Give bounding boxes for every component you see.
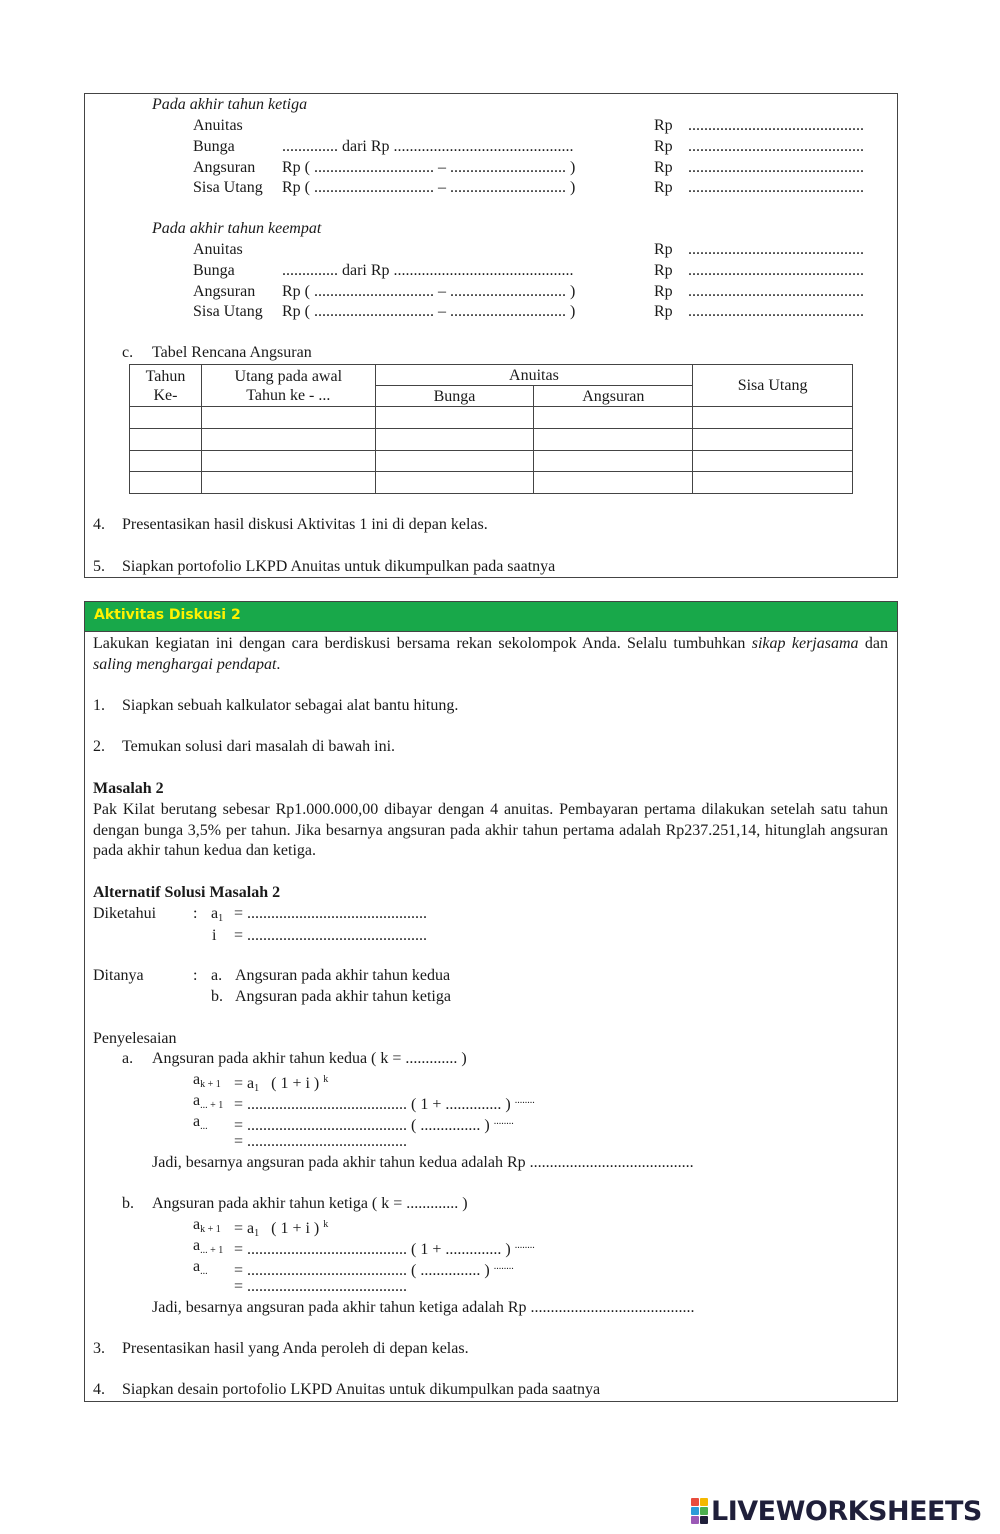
logo-square bbox=[691, 1516, 699, 1524]
year4-angsuran-blank[interactable]: ............................................ bbox=[688, 283, 864, 300]
year4-anuitas-blank[interactable]: ............................................ bbox=[688, 241, 864, 258]
logo-square bbox=[691, 1507, 699, 1515]
rp-label: Rp bbox=[654, 117, 673, 134]
installment-plan-table bbox=[129, 364, 853, 494]
year4-bunga-blank[interactable]: ............................................ bbox=[688, 262, 864, 279]
table-cell[interactable] bbox=[534, 407, 693, 429]
step2-text: Temukan solusi dari masalah di bawah ini. bbox=[122, 738, 396, 755]
table-cell[interactable] bbox=[375, 407, 534, 429]
diketahui-label: Diketahui bbox=[93, 905, 157, 922]
year3-bunga-blank[interactable]: ............................................ bbox=[688, 138, 864, 155]
colon: : bbox=[193, 967, 198, 984]
sol-b-conclusion[interactable]: Jadi, besarnya angsuran pada akhir tahun ketiga adalah Rp ......................................... bbox=[152, 1299, 695, 1316]
col-header-tahun-line1: Tahun bbox=[145, 367, 186, 385]
equals-a: = a bbox=[234, 1075, 255, 1092]
ditanya-label: Ditanya bbox=[93, 967, 144, 984]
year3-angsuran-blank[interactable]: ............................................ bbox=[688, 159, 864, 176]
col-header-bunga: Bunga bbox=[375, 386, 534, 407]
year3-title: Pada akhir tahun ketiga bbox=[152, 96, 308, 113]
year4-title: Pada akhir tahun keempat bbox=[152, 220, 322, 237]
step2-number: 2. bbox=[93, 738, 105, 755]
col-header-angsuran: Angsuran bbox=[534, 386, 693, 407]
formula-step4-rhs[interactable]: = ........................................ bbox=[234, 1278, 408, 1295]
col-header-utang bbox=[201, 365, 375, 407]
year3-sisa-label: Sisa Utang bbox=[193, 179, 263, 196]
table-cell[interactable] bbox=[693, 429, 853, 451]
subscript[interactable]: ... bbox=[200, 1121, 208, 1132]
year3-angsuran-formula[interactable]: Rp ( .............................. – ............................. ) bbox=[282, 159, 576, 176]
subscript: 1 bbox=[254, 1083, 260, 1094]
year4-sisa-blank[interactable]: ............................................ bbox=[688, 303, 864, 320]
table-row bbox=[130, 472, 853, 494]
alt-solution-title: Alternatif Solusi Masalah 2 bbox=[93, 884, 281, 901]
equals-a: = a bbox=[234, 1220, 255, 1237]
table-cell[interactable] bbox=[534, 472, 693, 494]
step1-text: Siapkan sebuah kalkulator sebagai alat bantu hitung. bbox=[122, 697, 459, 714]
logo-square bbox=[700, 1516, 708, 1524]
subscript: k + 1 bbox=[200, 1079, 221, 1090]
formula-blank[interactable]: = ........................................ ( 1 + .............. ) bbox=[234, 1241, 511, 1258]
rp-label: Rp bbox=[654, 241, 673, 258]
rp-label: Rp bbox=[654, 138, 673, 155]
step4-text: Presentasikan hasil diskusi Aktivitas 1 ini di depan kelas. bbox=[122, 516, 488, 533]
masalah-text: Pak Kilat berutang sebesar Rp1.000.000,00 dibayar dengan 4 anuitas. Pembayaran pertama dilakukan setelah satu tahun dengan bunga 3,5% per tahun. Jika besarnya angsuran pada akhir tahun pertama adalah Rp237.251,14, hitunglah angsuran pada akhir tahun kedua dan ketiga. bbox=[93, 801, 888, 859]
step5-number: 5. bbox=[93, 558, 105, 575]
liveworksheets-logo[interactable] bbox=[691, 1496, 982, 1526]
subscript: k + 1 bbox=[200, 1224, 221, 1235]
table-cell[interactable] bbox=[201, 451, 375, 472]
masalah-title: Masalah 2 bbox=[93, 780, 164, 797]
rp-label: Rp bbox=[654, 159, 673, 176]
table-cell[interactable] bbox=[130, 407, 202, 429]
year3-bunga-label: Bunga bbox=[193, 138, 235, 155]
table-cell[interactable] bbox=[201, 472, 375, 494]
table-cell[interactable] bbox=[130, 451, 202, 472]
activity2-header bbox=[84, 601, 898, 632]
superscript: k bbox=[323, 1074, 329, 1085]
logo-square bbox=[700, 1498, 708, 1506]
year3-angsuran-label: Angsuran bbox=[193, 159, 256, 176]
col-header-anuitas: Anuitas bbox=[375, 365, 693, 386]
sol-b-title[interactable]: Angsuran pada akhir tahun ketiga ( k = ............. ) bbox=[152, 1195, 468, 1212]
rp-label: Rp bbox=[654, 179, 673, 196]
step3-text: Presentasikan hasil yang Anda peroleh di depan kelas. bbox=[122, 1340, 469, 1357]
table-cell[interactable] bbox=[693, 451, 853, 472]
year3-bunga-formula[interactable]: .............. dari Rp ............................................. bbox=[282, 138, 574, 155]
rp-label: Rp bbox=[654, 303, 673, 320]
table-cell[interactable] bbox=[375, 472, 534, 494]
step5-text: Siapkan portofolio LKPD Anuitas untuk dikumpulkan pada saatnya bbox=[122, 558, 556, 575]
year4-angsuran-label: Angsuran bbox=[193, 283, 256, 300]
col-header-sisa: Sisa Utang bbox=[693, 365, 853, 407]
colon: : bbox=[193, 905, 198, 922]
subscript: 1 bbox=[254, 1228, 260, 1239]
year3-anuitas-blank[interactable]: ............................................ bbox=[688, 117, 864, 134]
year4-bunga-label: Bunga bbox=[193, 262, 235, 279]
activity2-header-title: Aktivitas Diskusi 2 bbox=[94, 607, 241, 623]
growth-factor: ( 1 + i ) bbox=[271, 1220, 320, 1237]
year4-angsuran-formula[interactable]: Rp ( .............................. – ............................. ) bbox=[282, 283, 576, 300]
a-symbol: a bbox=[193, 1258, 201, 1275]
year4-sisa-formula[interactable]: Rp ( .............................. – ............................. ) bbox=[282, 303, 576, 320]
year4-bunga-formula[interactable]: .............. dari Rp ............................................. bbox=[282, 262, 574, 279]
year3-sisa-formula[interactable]: Rp ( .............................. – ............................. ) bbox=[282, 179, 576, 196]
col-header-utang-line2: Tahun ke - ... bbox=[246, 386, 331, 404]
intro-text: Lakukan kegiatan ini dengan cara berdiskusi bersama rekan sekolompok Anda. Selalu tumbuhkan bbox=[93, 635, 752, 652]
year4-anuitas-label: Anuitas bbox=[193, 241, 243, 258]
table-row bbox=[130, 407, 853, 429]
formula-step3-lhs bbox=[193, 1112, 208, 1137]
sol-b-number: b. bbox=[122, 1195, 134, 1212]
table-row bbox=[130, 451, 853, 472]
table-cell[interactable] bbox=[201, 429, 375, 451]
ditanya-b-text: Angsuran pada akhir tahun ketiga bbox=[235, 988, 451, 1005]
table-item-letter: c. bbox=[122, 344, 134, 361]
rp-label: Rp bbox=[654, 283, 673, 300]
table-row bbox=[130, 429, 853, 451]
table-cell[interactable] bbox=[693, 407, 853, 429]
a-symbol: a bbox=[193, 1216, 201, 1233]
liveworksheets-logo-text: LIVEWORKSHEETS bbox=[711, 1495, 982, 1527]
col-header-tahun-line2: Ke- bbox=[153, 386, 178, 404]
step3-number: 3. bbox=[93, 1340, 105, 1357]
superscript[interactable]: ........ bbox=[514, 1240, 535, 1251]
formula-blank[interactable]: = ........................................ ( ............... ) bbox=[234, 1117, 490, 1134]
formula-blank[interactable]: = ........................................ ( ............... ) bbox=[234, 1262, 490, 1279]
subscript: 1 bbox=[218, 913, 224, 924]
ditanya-b-number: b. bbox=[211, 988, 223, 1005]
formula-step4-rhs[interactable]: = ........................................ bbox=[234, 1133, 408, 1150]
rp-label: Rp bbox=[654, 262, 673, 279]
col-header-utang-line1: Utang pada awal bbox=[234, 367, 343, 385]
logo-square bbox=[700, 1507, 708, 1515]
superscript: k bbox=[323, 1219, 329, 1230]
step4-number: 4. bbox=[93, 1381, 105, 1398]
table-cell[interactable] bbox=[693, 472, 853, 494]
year3-sisa-blank[interactable]: ............................................ bbox=[688, 179, 864, 196]
subscript[interactable]: ... + 1 bbox=[200, 1245, 224, 1256]
table-cell[interactable] bbox=[375, 451, 534, 472]
formula-blank[interactable]: = ........................................ ( 1 + .............. ) bbox=[234, 1096, 511, 1113]
sol-a-number: a. bbox=[122, 1050, 134, 1067]
ditanya-a-text: Angsuran pada akhir tahun kedua bbox=[235, 967, 451, 984]
table-cell[interactable] bbox=[201, 407, 375, 429]
sol-a-conclusion[interactable]: Jadi, besarnya angsuran pada akhir tahun kedua adalah Rp ......................................... bbox=[152, 1154, 694, 1171]
intro-text: dan bbox=[858, 635, 889, 652]
liveworksheets-logo-icon bbox=[691, 1498, 708, 1524]
year4-sisa-label: Sisa Utang bbox=[193, 303, 263, 320]
penyelesaian-label: Penyelesaian bbox=[93, 1030, 177, 1047]
a-symbol: a bbox=[193, 1092, 201, 1109]
a-symbol: a bbox=[193, 1071, 201, 1088]
table-cell[interactable] bbox=[130, 472, 202, 494]
activity2-intro bbox=[93, 634, 888, 675]
a-symbol: a bbox=[193, 1113, 201, 1130]
step4-number: 4. bbox=[93, 516, 105, 533]
intro-italic-cooperation: sikap kerjasama bbox=[751, 635, 859, 652]
table-title: Tabel Rencana Angsuran bbox=[152, 344, 312, 361]
subscript[interactable]: ... + 1 bbox=[200, 1100, 224, 1111]
growth-factor: ( 1 + i ) bbox=[271, 1075, 320, 1092]
table-cell[interactable] bbox=[375, 429, 534, 451]
ditanya-a-number: a. bbox=[211, 967, 223, 984]
a1-blank[interactable]: = ............................................. bbox=[234, 905, 428, 922]
col-header-tahun bbox=[130, 365, 202, 407]
year3-anuitas-label: Anuitas bbox=[193, 117, 243, 134]
table-cell[interactable] bbox=[534, 429, 693, 451]
intro-text: . bbox=[276, 655, 281, 673]
i-symbol: i bbox=[212, 927, 217, 944]
step1-number: 1. bbox=[93, 697, 105, 714]
superscript[interactable]: ........ bbox=[493, 1261, 514, 1272]
i-blank[interactable]: = ............................................. bbox=[234, 927, 428, 944]
logo-square bbox=[691, 1498, 699, 1506]
sol-a-title[interactable]: Angsuran pada akhir tahun kedua ( k = ............. ) bbox=[152, 1050, 467, 1067]
a-symbol: a bbox=[193, 1237, 201, 1254]
subscript[interactable]: ... bbox=[200, 1266, 208, 1277]
a-symbol: a bbox=[211, 905, 219, 922]
superscript[interactable]: ........ bbox=[514, 1095, 535, 1106]
intro-italic-respect: saling menghargai pendapat bbox=[93, 655, 277, 673]
step4-text: Siapkan desain portofolio LKPD Anuitas untuk dikumpulkan pada saatnya bbox=[122, 1381, 601, 1398]
table-cell[interactable] bbox=[534, 451, 693, 472]
formula-step3-lhs bbox=[193, 1257, 208, 1282]
superscript[interactable]: ........ bbox=[493, 1116, 514, 1127]
table-cell[interactable] bbox=[130, 429, 202, 451]
